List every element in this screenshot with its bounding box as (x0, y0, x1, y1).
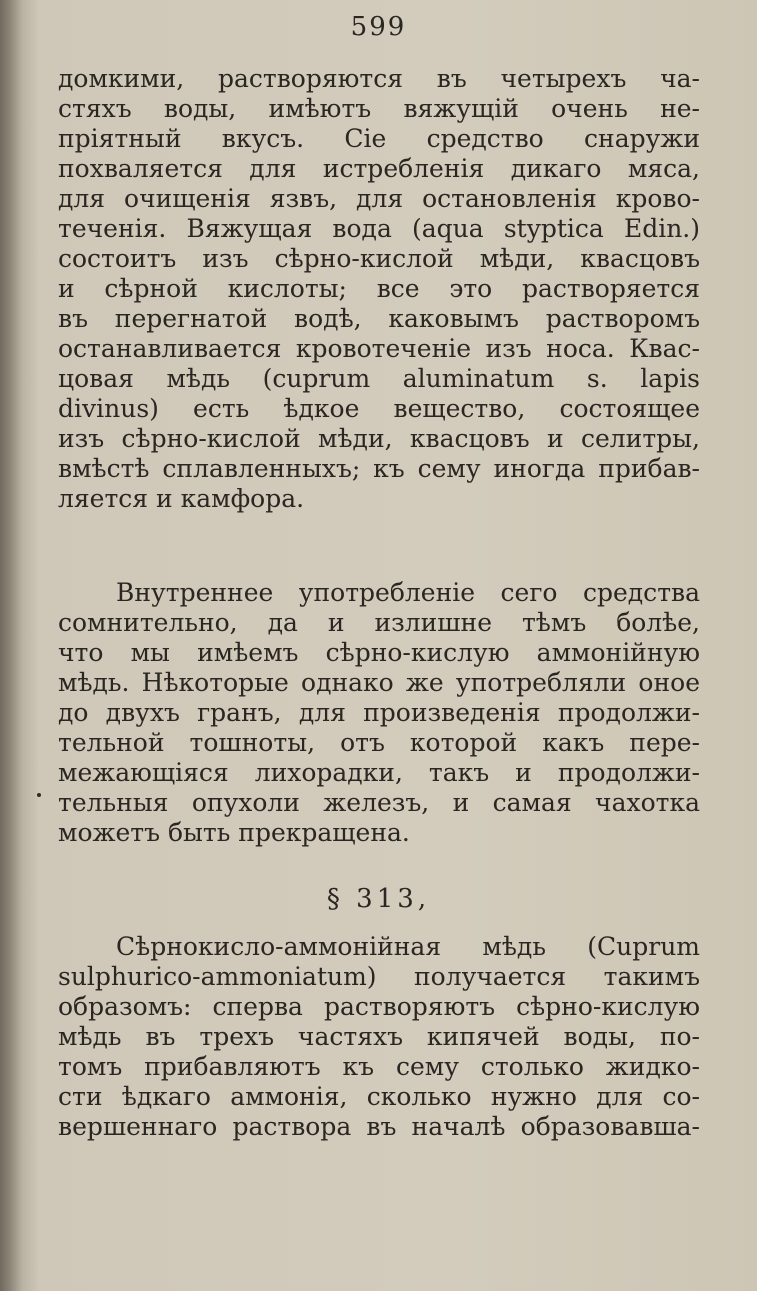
page-number: 599 (350, 12, 407, 42)
text-line: мѣдь въ трехъ частяхъ кипячей воды, по- (58, 1022, 700, 1051)
text-line: и сѣрной кислоты; все это растворяется (58, 274, 700, 303)
text-line: до двухъ гранъ, для произведенія продолжи- (58, 698, 700, 727)
text-line: пріятный вкусъ. Сіе средство снаружи (58, 124, 700, 153)
paragraph-2 (58, 578, 700, 848)
text-line: что мы имѣемъ сѣрно-кислую аммонійную (58, 638, 700, 667)
section-heading: § 313, (326, 884, 431, 914)
text-line: вмѣстѣ сплавленныхъ; къ сему иногда прибав- (58, 454, 700, 483)
text-line: стяхъ воды, имѣютъ вяжущій очень не- (58, 94, 700, 123)
text-line: состоитъ изъ сѣрно-кислой мѣди, квасцовъ (58, 244, 700, 273)
ink-speck (37, 793, 41, 797)
text-line: sulphurico-ammoniatum) получается такимъ (58, 962, 700, 991)
text-line: теченія. Вяжущая вода (aqua styptica Edin.) (58, 214, 700, 243)
text-line: вершеннаго раствора въ началѣ образовавша- (58, 1112, 700, 1141)
text-line: можетъ быть прекращена. (58, 818, 410, 847)
text-line: останавливается кровотеченіе изъ носа. Квас- (58, 334, 700, 363)
text-line: Сѣрнокисло-аммонійная мѣдь (Cuprum (116, 932, 700, 961)
text-line: томъ прибавляютъ къ сему столько жидко- (58, 1052, 700, 1081)
text-line: Внутреннее употребленіе сего средства (116, 578, 700, 607)
text-line: divinus) есть ѣдкое вещество, состоящее (58, 394, 700, 423)
text-line: изъ сѣрно-кислой мѣди, квасцовъ и селитры, (58, 424, 700, 453)
text-line: сомнительно, да и излишне тѣмъ болѣе, (58, 608, 700, 637)
text-line: цовая мѣдь (cuprum aluminatum s. lapis (58, 364, 700, 393)
text-line: для очищенія язвъ, для остановленія крово- (58, 184, 700, 213)
text-line: тельной тошноты, отъ которой какъ пере- (58, 728, 700, 757)
text-line: межающіяся лихорадки, такъ и продолжи- (58, 758, 700, 787)
text-line: образомъ: сперва растворяютъ сѣрно-кислую (58, 992, 700, 1021)
text-line: мѣдь. Нѣкоторые однако же употребляли оное (58, 668, 700, 697)
text-line: сти ѣдкаго аммонія, сколько нужно для со- (58, 1082, 700, 1111)
text-line: домкими, растворяются въ четырехъ ча- (58, 64, 700, 93)
text-line: ляется и камфора. (58, 484, 305, 513)
text-line: похваляется для истребленія дикаго мяса, (58, 154, 700, 183)
paragraph-1 (58, 64, 700, 514)
paragraph-3 (58, 932, 700, 1142)
text-line: въ перегнатой водѣ, каковымъ растворомъ (58, 304, 700, 333)
text-line: тельныя опухоли железъ, и самая чахотка (58, 788, 700, 817)
